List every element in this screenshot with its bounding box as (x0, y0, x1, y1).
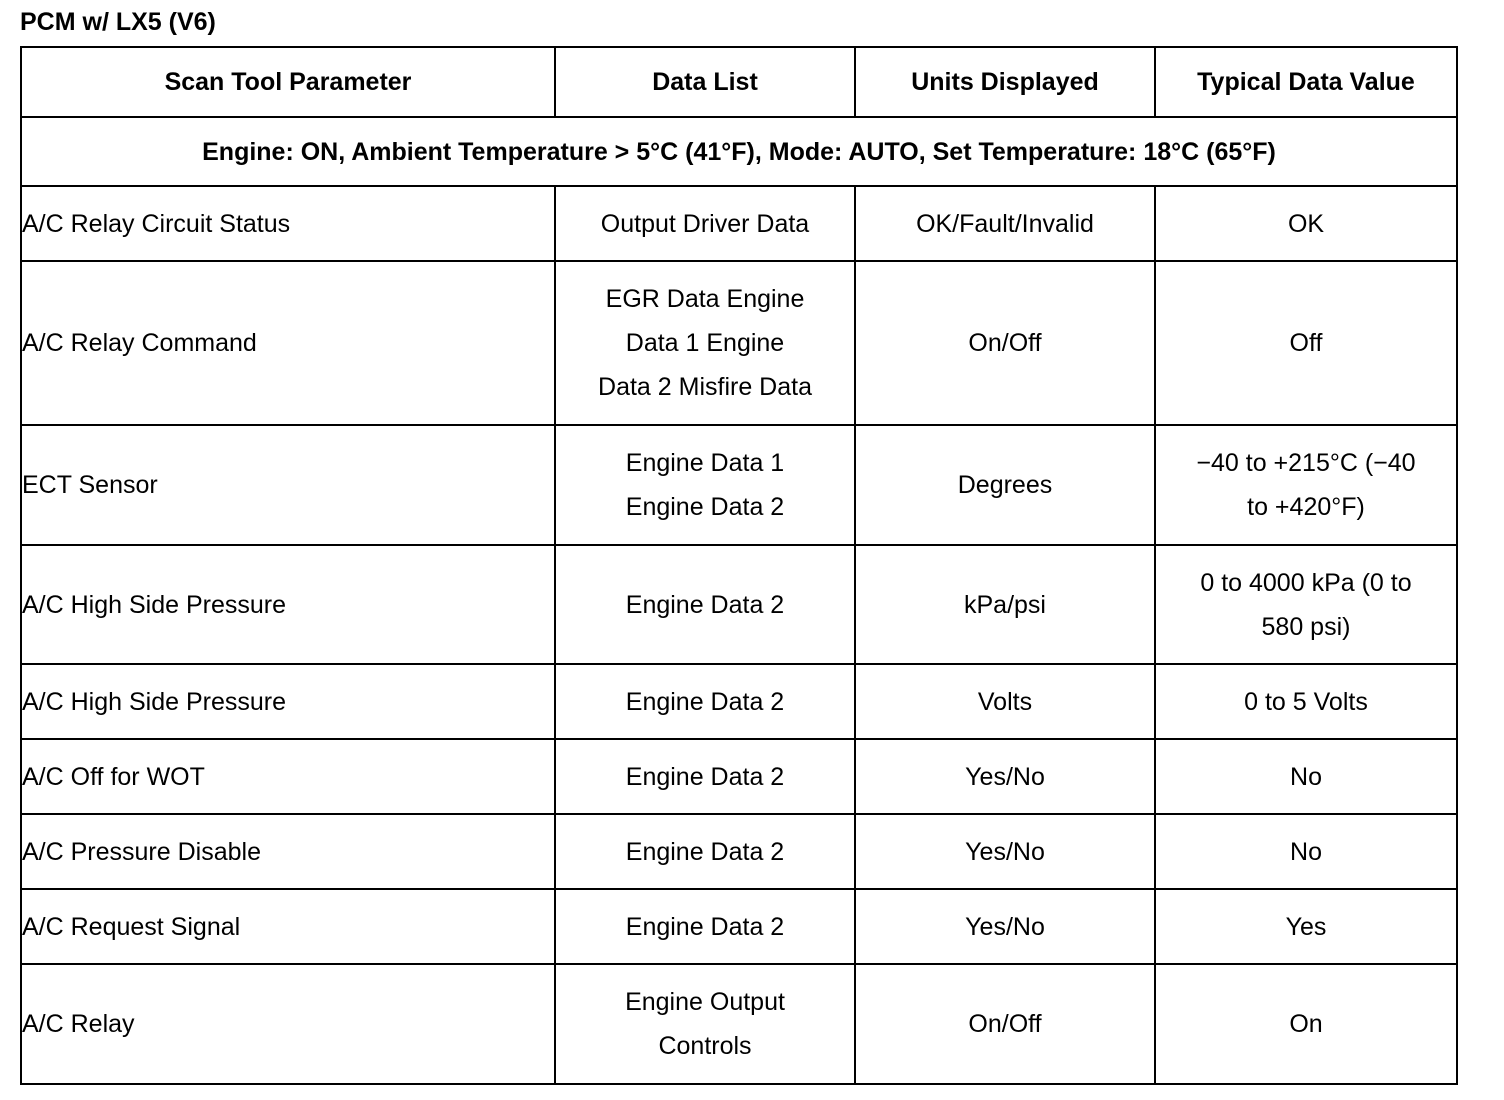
units-cell (855, 664, 1155, 739)
parameter-name: A/C Off for WOT (22, 762, 205, 791)
parameter-cell (21, 739, 555, 814)
data-list-cell (555, 186, 855, 261)
parameter-name: A/C Relay Command (22, 329, 257, 357)
typical-value-cell (1155, 545, 1457, 664)
parameter-cell (21, 964, 555, 1084)
data-list-line: EGR Data Engine (605, 285, 805, 313)
data-list-cell (555, 261, 855, 425)
data-list-line: Data 2 Misfire Data (598, 373, 812, 401)
data-list-cell (555, 964, 855, 1084)
typical-value-cell (1155, 964, 1457, 1084)
table-row (21, 186, 1457, 261)
typical-value-cell (1155, 889, 1457, 964)
parameter-cell (21, 545, 555, 664)
table-row (21, 261, 1457, 425)
units-cell (855, 186, 1155, 261)
units-value: Yes/No (965, 837, 1045, 866)
typical-value-line: On (1289, 1010, 1323, 1038)
typical-value-line: No (1290, 837, 1322, 866)
typical-value-cell (1155, 425, 1457, 545)
parameter-cell (21, 261, 555, 425)
data-list-line: Engine Data 2 (625, 837, 785, 866)
data-list-cell (555, 425, 855, 545)
data-list-line: Engine Data 2 (625, 590, 785, 619)
scan-tool-data-table (20, 46, 1458, 1085)
parameter-cell (21, 889, 555, 964)
typical-value-line: Off (1289, 329, 1323, 357)
units-value: Degrees (957, 471, 1053, 499)
data-list-cell (555, 739, 855, 814)
table-row (21, 964, 1457, 1084)
typical-value-line: No (1290, 762, 1322, 791)
data-list-line: Engine Data 2 (625, 687, 785, 716)
typical-value-cell (1155, 186, 1457, 261)
parameter-name: A/C Relay Circuit Status (22, 209, 291, 238)
data-list-line: Data 1 Engine (625, 329, 785, 357)
units-value: OK/Fault/Invalid (916, 209, 1094, 238)
parameter-cell (21, 664, 555, 739)
data-list-line: Engine Data 2 (625, 493, 785, 521)
data-list-cell (555, 889, 855, 964)
parameter-name: A/C Request Signal (22, 912, 241, 941)
parameter-cell (21, 814, 555, 889)
typical-value-cell (1155, 261, 1457, 425)
data-list-line: Controls (658, 1032, 752, 1060)
table-row (21, 425, 1457, 545)
units-cell (855, 964, 1155, 1084)
parameter-name: A/C Relay (22, 1010, 135, 1038)
data-list-line: Output Driver Data (600, 209, 810, 238)
typical-value-line: to +420°F) (1247, 493, 1365, 521)
units-cell (855, 261, 1155, 425)
data-list-line: Engine Data 1 (625, 449, 785, 477)
table-row (21, 664, 1457, 739)
operating-condition: Engine: ON, Ambient Temperature > 5°C (41°F), Mode: AUTO, Set Temperature: 18°C (65°F) (21, 117, 1457, 186)
data-list-line: Engine Data 2 (625, 762, 785, 791)
typical-value-line: 0 to 4000 kPa (0 to (1200, 568, 1412, 597)
units-cell (855, 425, 1155, 545)
parameter-name: A/C Pressure Disable (22, 837, 261, 866)
typical-value-cell (1155, 739, 1457, 814)
table-row (21, 814, 1457, 889)
units-value: On/Off (968, 1010, 1042, 1038)
parameter-name: A/C High Side Pressure (22, 590, 287, 619)
table-row (21, 739, 1457, 814)
data-list-line: Engine Data 2 (625, 912, 785, 941)
typical-value-line: 580 psi) (1261, 612, 1351, 641)
typical-value-line: OK (1287, 209, 1325, 238)
data-list-cell (555, 545, 855, 664)
units-value: Yes/No (965, 912, 1045, 941)
table-row (21, 545, 1457, 664)
typical-value-line: −40 to +215°C (−40 (1196, 449, 1416, 477)
units-value: kPa/psi (964, 590, 1046, 619)
parameter-cell (21, 425, 555, 545)
table-row (21, 889, 1457, 964)
units-value: Volts (977, 687, 1033, 716)
units-value: Yes/No (965, 762, 1045, 791)
parameter-cell (21, 186, 555, 261)
header-data-list: Data List (555, 47, 855, 117)
typical-value-cell (1155, 664, 1457, 739)
document-title: PCM w/ LX5 (V6) (20, 8, 216, 36)
data-list-line: Engine Output (625, 988, 785, 1016)
table-header-row (21, 47, 1457, 117)
units-value: On/Off (968, 329, 1042, 357)
typical-value-cell (1155, 814, 1457, 889)
condition-row (21, 117, 1457, 186)
header-scan-tool-parameter: Scan Tool Parameter (21, 47, 555, 117)
parameter-name: ECT Sensor (22, 471, 158, 499)
header-units-displayed: Units Displayed (855, 47, 1155, 117)
parameter-name: A/C High Side Pressure (22, 687, 287, 716)
typical-value-line: 0 to 5 Volts (1244, 687, 1368, 716)
units-cell (855, 739, 1155, 814)
typical-value-line: Yes (1285, 912, 1327, 941)
units-cell (855, 814, 1155, 889)
units-cell (855, 545, 1155, 664)
units-cell (855, 889, 1155, 964)
header-typical-data-value: Typical Data Value (1155, 47, 1457, 117)
data-list-cell (555, 814, 855, 889)
data-list-cell (555, 664, 855, 739)
